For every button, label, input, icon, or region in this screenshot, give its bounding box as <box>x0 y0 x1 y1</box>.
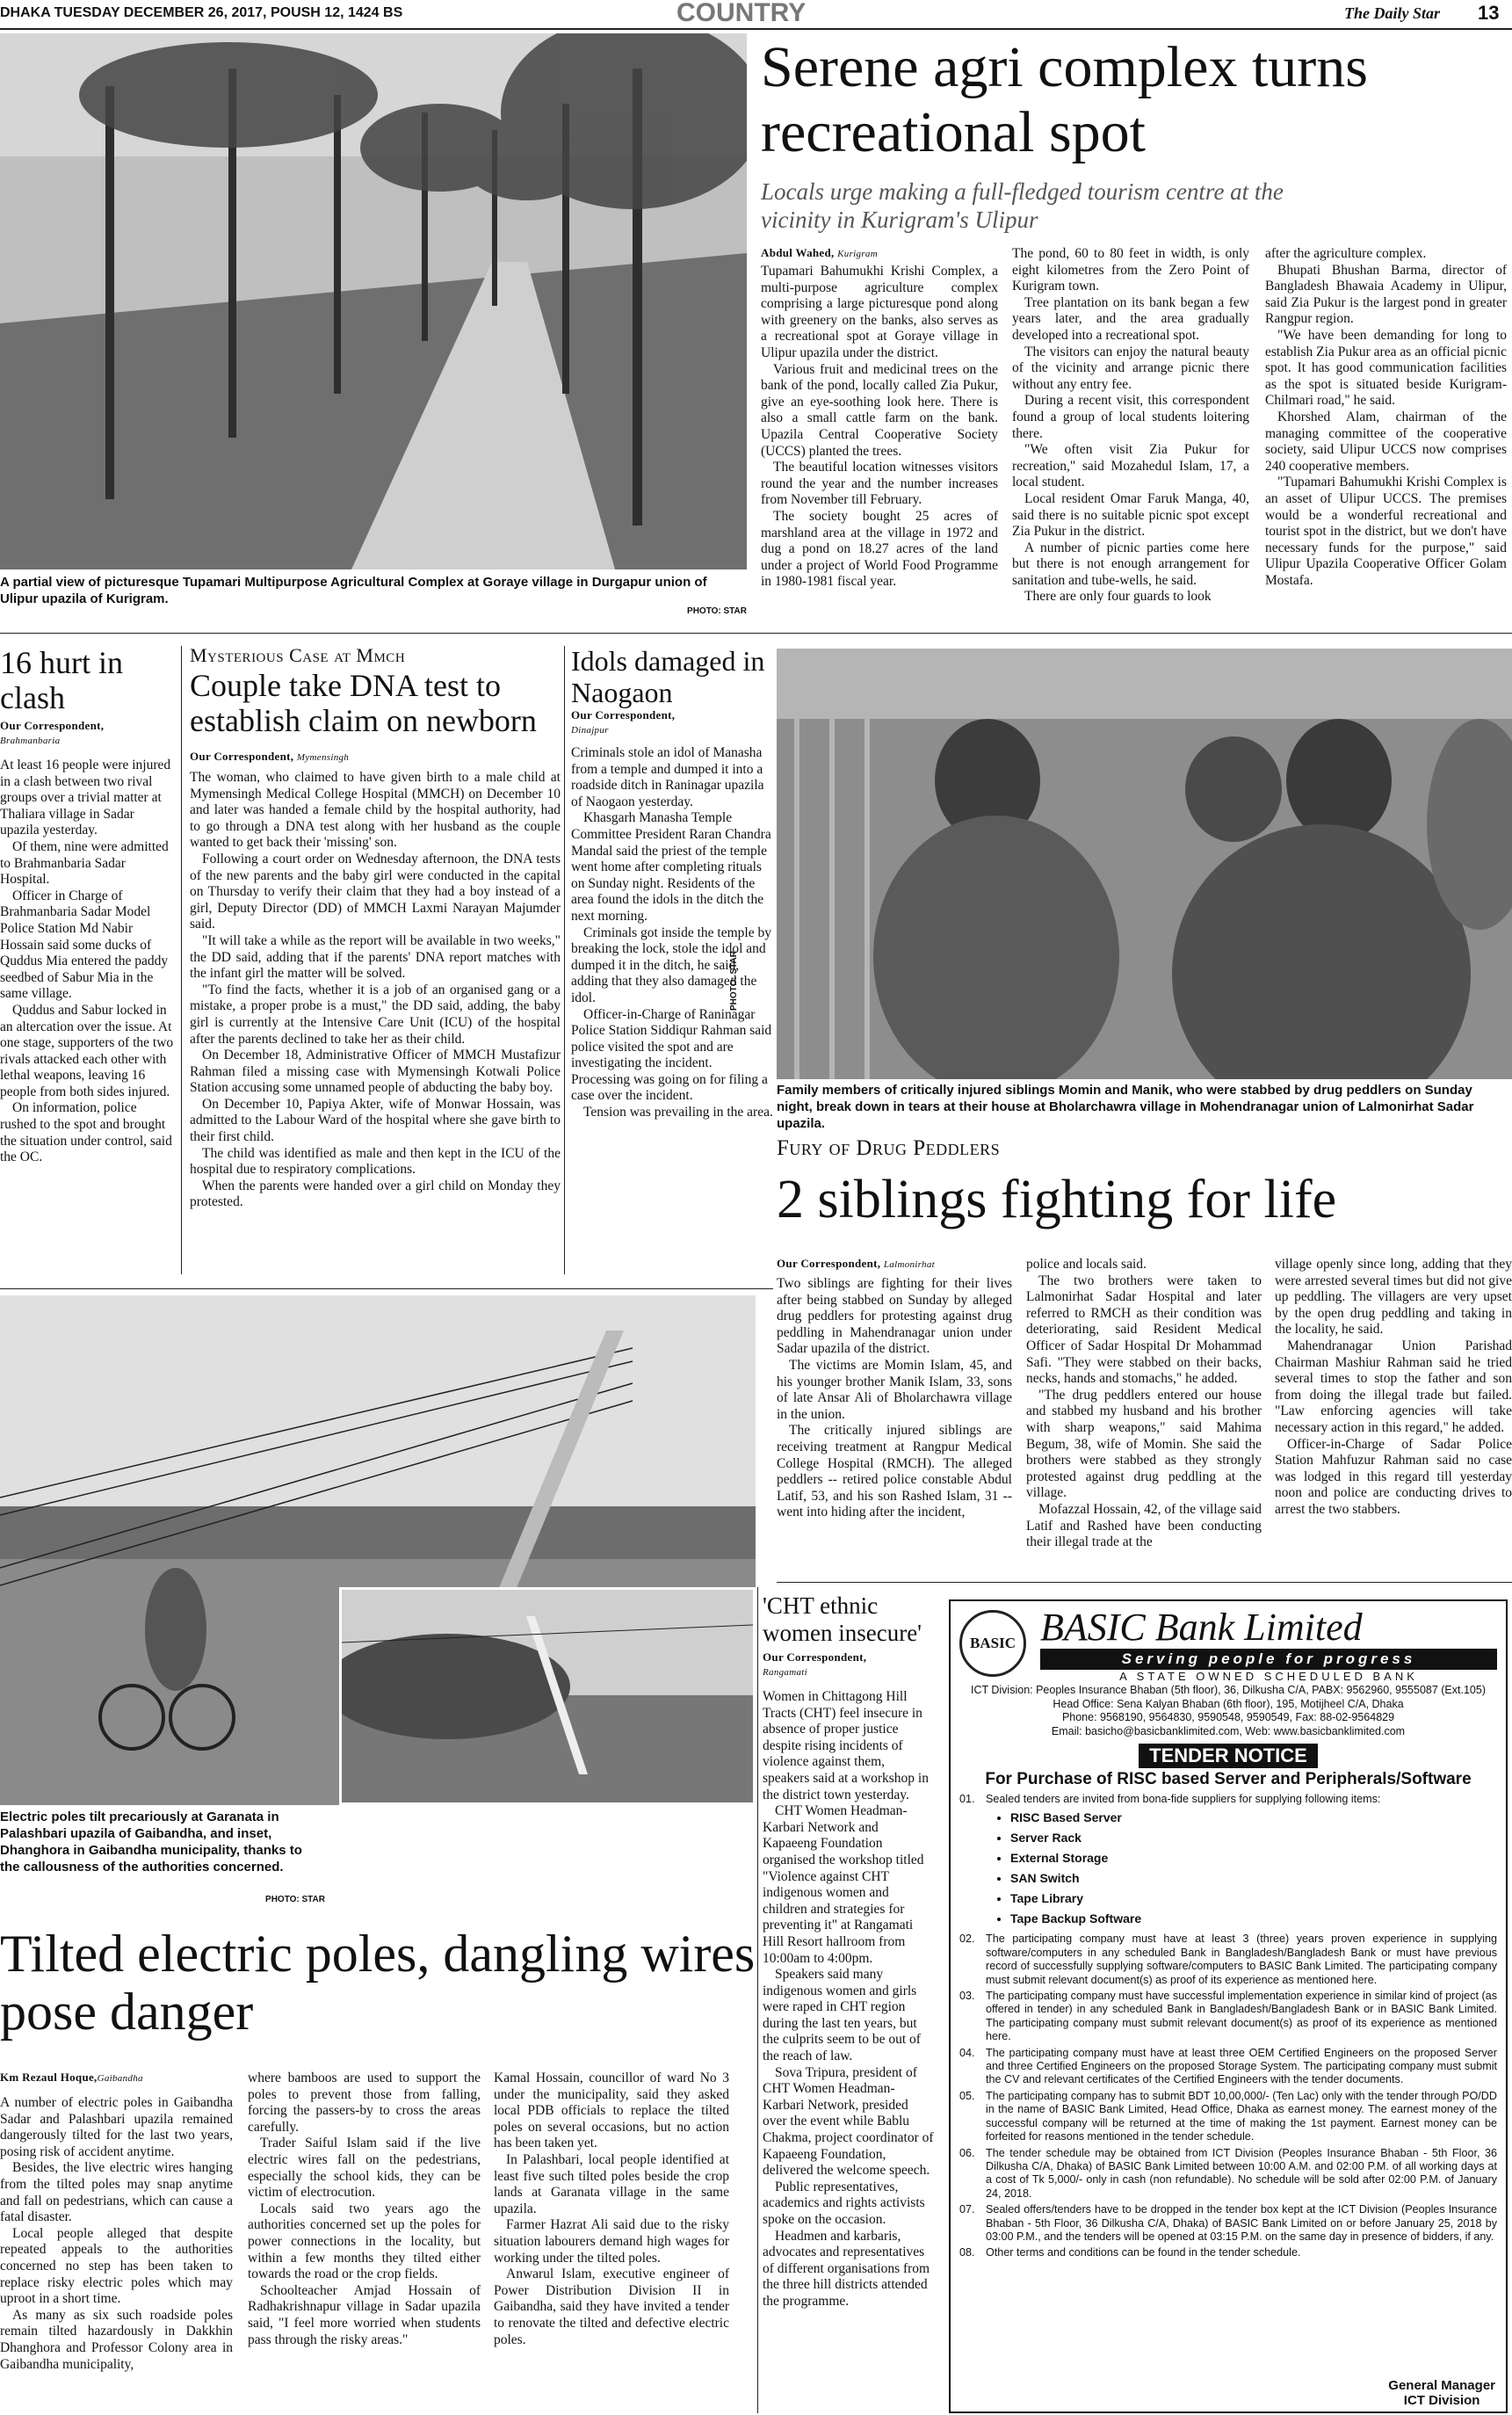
section-label: COUNTRY <box>676 0 807 26</box>
story5-column-1 <box>777 1276 1012 1575</box>
inset-photo <box>339 1587 756 1805</box>
paragraph: Women in Chittagong Hill Tracts (CHT) feel insecure in absence of proper justice despite rising incidents of violence against them, speakers said at a workshop in the district town yesterday. <box>763 1689 929 1802</box>
paragraph: During a recent visit, this correspondent found a group of local students loitering there. <box>1012 393 1249 441</box>
page-number: 13 <box>1478 2 1500 24</box>
pond-photo <box>0 33 747 569</box>
paragraph: Criminals got inside the temple by breaking the lock, stole the idol and dumped it in the ditch, he said, adding that they also damaged the idol. <box>571 925 771 1005</box>
story4-headline: Idols damaged in Naogaon <box>571 645 765 708</box>
story7-byline <box>763 1650 938 1684</box>
paragraph: On December 10, Papiya Akter, wife of Monwar Hossain, was admitted to the Labour Ward of the hospital where she gave birth to their first child. <box>190 1096 561 1145</box>
paragraph: The society bought 25 acres of marshland area at the village in 1972 and dug a pond on 18.27 acres of the land under a project of World Food Programme in 1980-1981 fiscal year. <box>761 508 998 590</box>
divider <box>564 646 565 1274</box>
story2-byline <box>0 719 176 752</box>
story3-byline <box>190 750 559 769</box>
ad-signature <box>1388 2378 1495 2408</box>
list-item: • RISC Based Server <box>1010 1808 1497 1828</box>
story4-author: Our Correspondent, <box>571 708 676 722</box>
family-caption: Family members of critically injured siblings Momin and Manik, who were stabbed by drug peddlers on Sunday night, break down in tears at their house at Bholarchawra village in Mohendranagar union of Lalmonirhat Sadar upazila. <box>777 1083 1474 1131</box>
clause-text: The participating company must have at least three OEM Certified Engineers on the proposed Server and three Certified Engineers on the proposed Storage System. The participating company must submit the CV and relevant certificates of the Certified Engineers with the tender documents. <box>986 2046 1497 2086</box>
tender-purpose: For Purchase of RISC based Server and Peripherals/Software <box>985 1770 1472 1788</box>
story6-column-1 <box>0 2095 233 2411</box>
story1-column-1 <box>761 264 998 620</box>
story6-location: Gaibandha <box>97 2073 143 2084</box>
paragraph: When the parents were handed over a girl child on Monday they protested. <box>190 1178 561 1210</box>
basic-logo-text: BASIC <box>970 1635 1016 1651</box>
story5-column-2 <box>1026 1257 1262 1575</box>
contact-line: Phone: 9568190, 9564830, 9590548, 9590549, Fax: 88-02-9564829 <box>1061 1711 1395 1723</box>
clause: 05. The participating company has to submit BDT 10,00,000/- (Ten Lac) only with the tender through PO/DD in the name of BASIC Bank Limited, Head Office, Dhaka as earnest money. The earnest money of the successful company will be returned at the time of making the 1st payment. Earnest money can be forfeited for reasons mentioned in the tender schedule. <box>959 2089 1497 2143</box>
paragraph: Officer-in-Charge of Sadar Police Station Mahfuzur Rahman said no case was lodged in this regard till yesterday noon and police are conducting drives to arrest the two stabbers. <box>1275 1436 1512 1517</box>
story7-body <box>763 1689 934 2413</box>
clause-text: The tender schedule may be obtained from ICT Division (Peoples Insurance Bhaban - 5th Floor, 36 Dilkusha C/A, Dhaka) of BASIC Bank Limited between 10:00 A.M. and 02:00 P.M. of all working days at a cost of Tk 5,000/- only in cash (non refundable). No schedule will be sold after 02:00 P.M. of January 24, 2018. <box>986 2146 1497 2200</box>
paragraph: Officer-in-Charge of Raninagar Police Station Siddiqur Rahman said police visited the spot and are investigating the incident. Processing was going on for filing a case over the incident. <box>571 1006 772 1104</box>
paragraph: The beautiful location witnesses visitors round the year and the number increases from November till February. <box>761 460 998 508</box>
paragraph: Mofazzal Hossain, 42, of the village said Latif and Rashed have been conducting their illegal trade at the <box>1026 1501 1262 1550</box>
story5-location: Lalmonirhat <box>883 1259 936 1270</box>
story4-byline <box>571 708 773 742</box>
family-photo <box>777 649 1512 1079</box>
paragraph: Following a court order on Wednesday afternoon, the DNA tests of the new parents and the baby girl were conducted in the capital on Thursday to verify their claim that they had a boy instead of a girl, Deputy Director (DD) of MMCH Laxmi Narayan Majumder said. <box>190 851 561 932</box>
list-item: • External Storage <box>1010 1848 1497 1868</box>
paragraph: Mahendranagar Union Parishad Chairman Mashiur Rahman said he tried several times to stop the father and son from doing the illegal trade but failed. "Law enforcing agencies will take necessary action in this regard," he added. <box>1275 1338 1512 1435</box>
story3-author: Our Correspondent, <box>190 750 294 763</box>
signer-dept: ICT Division <box>1403 2393 1480 2408</box>
paragraph: Local resident Omar Faruk Manga, 40, said there is no suitable picnic spot except Zia Pukur in the district. <box>1012 490 1249 540</box>
story1-column-2 <box>1012 246 1249 620</box>
paragraph: A number of picnic parties come here but there is not enough arrangement for sanitation and tube-wells, he said. <box>1012 540 1249 588</box>
paragraph: Various fruit and medicinal trees on the bank of the pond, locally called Zia Pukur, give an eye-soothing look here. There is also a small cattle farm on the bank. Upazila Central Cooperative Society (UCCS) planted the trees. <box>761 361 998 459</box>
family-photo-art <box>777 649 1512 1079</box>
paragraph: police and locals said. <box>1026 1257 1147 1272</box>
story6-column-2 <box>248 2071 481 2411</box>
signer-title: General Manager <box>1388 2378 1495 2393</box>
story3-body <box>190 770 561 1273</box>
clause-text: Sealed tenders are invited from bona-fide suppliers for supplying following items: <box>986 1793 1381 1805</box>
story7-author: Our Correspondent, <box>763 1650 867 1664</box>
tender-notice-ad <box>949 1599 1508 2413</box>
story1-location: Kurigram <box>837 249 878 259</box>
paragraph: The two brothers were taken to Lalmonirhat Sadar Hospital and later referred to RMCH as their condition was deteriorating, said Resident Medical Officer of Sadar Hospital Dr Mohammad Safi. "They were stabbed on their backs, necks, hands and stomachs," he added. <box>1026 1273 1262 1387</box>
paragraph: village openly since long, adding that they were arrested several times but did not give up peddling. The villagers are very upset by the open drug peddling and taking in the locality, he said. <box>1275 1257 1512 1338</box>
paragraph: In Palashbari, local people identified at least five such tilted poles beside the crop lands at Garanata village in the same upazila. <box>494 2151 729 2216</box>
story7-location: Rangamati <box>763 1667 807 1678</box>
contact-line: Head Office: Sena Kalyan Bhaban (6th floor), 195, Motijheel C/A, Dhaka <box>1053 1697 1404 1710</box>
clause: 03. The participating company must have successful implementation experience in similar kind of project (as offered in tender) in any scheduled Bank in Bangladesh/Bangladesh Bank or in BASIC Bank Limited. The participating company must submit relevant document(s) as proof of its experience as mentioned here. <box>959 1990 1497 2043</box>
header-rule <box>0 28 1512 30</box>
story2-author: Our Correspondent, <box>0 719 105 732</box>
clause: 06. The tender schedule may be obtained from ICT Division (Peoples Insurance Bhaban - 5th Floor, 36 Dilkusha C/A, Dhaka) of BASIC Bank Limited between 10:00 A.M. and 02:00 P.M. of all working days at a cost of Tk 5,000/- only in cash (non refundable). No schedule will be sold after 02:00 P.M. of January 24, 2018. <box>959 2146 1497 2200</box>
ad-header <box>959 1606 1497 1683</box>
divider <box>0 1288 773 1289</box>
divider <box>0 633 1512 634</box>
divider <box>777 1582 1512 1583</box>
clause: 04. The participating company must have at least three OEM Certified Engineers on the proposed Server and three Certified Engineers on the proposed Storage System. The participating company must submit the CV and relevant certificates of the Certified Engineers with the tender documents. <box>959 2046 1497 2086</box>
paragraph: Of them, nine were admitted to Brahmanbaria Sadar Hospital. <box>0 838 169 888</box>
bank-tagline: Serving people for progress <box>1040 1649 1497 1670</box>
paragraph: Besides, the live electric wires hanging from the tilted poles may snap anytime and fall on pedestrians, which can cause a fatal disaster. <box>0 2160 233 2225</box>
story4-location: Dinajpur <box>571 725 609 736</box>
paragraph: "Tupamari Bahumukhi Krishi Complex is an asset of Ulipur UCCS. The premises would be a wonderful recreational and tourist spot in the district, but we don't have necessary funds for the purpose," said Ulipur Upazila Cooperative Officer Golam Mostafa. <box>1265 475 1507 588</box>
paragraph: Locals said two years ago the authorities concerned set up the poles for power connections in the locality, but within a few months they tilted either towards the road or the crop fields. <box>248 2201 481 2282</box>
pond-caption: A partial view of picturesque Tupamari Multipurpose Agricultural Complex at Goraye village in Durgapur union of Ulipur upazila of Kurigram. <box>0 575 707 606</box>
inset-photo-art <box>342 1590 753 1802</box>
paragraph: "We often visit Zia Pukur for recreation," said Mozahedul Islam, 17, a local student. <box>1012 442 1249 490</box>
clause-text: The participating company has to submit BDT 10,00,000/- (Ten Lac) only with the tender through PO/DD in the name of BASIC Bank Limited, Head Office, Dhaka as earnest money. The earnest money of the successful company will be returned at the time of making the 1st payment. Earnest money can be forfeited for reasons mentioned in the tender schedule. <box>986 2089 1497 2143</box>
paragraph: Sova Tripura, president of CHT Women Headman-Karbari Network, presided over the event while Bablu Chakma, project coordinator of Kapaeeng Foundation, delivered the welcome speech. <box>763 2064 934 2179</box>
contact-line: ICT Division: Peoples Insurance Bhaban (5th floor), 36, Dilkusha C/A, PABX: 9562960, 9555087 (Ext.105) <box>971 1684 1486 1696</box>
story1-byline <box>761 246 989 265</box>
story3-location: Mymensingh <box>296 752 350 763</box>
story2-location: Brahmanbaria <box>0 736 61 746</box>
story3-headline: Couple take DNA test to establish claim on newborn <box>190 668 537 738</box>
list-item: • Server Rack <box>1010 1828 1497 1848</box>
story5-byline <box>777 1257 1014 1276</box>
paragraph: Schoolteacher Amjad Hossain of Radhakrishnapur village in Sadar upazila said, "I feel more worried when students pass through the risky areas." <box>248 2282 481 2347</box>
paragraph: Tree plantation on its bank began a few years later, and the area gradually developed into a recreational spot. <box>1012 294 1249 343</box>
paragraph: "We have been demanding for long to establish Zia Pukur area as an official picnic spot. It has good communication facilities as the spot is situated beside Kurigram-Chilmari road," he said. <box>1265 327 1507 409</box>
story6-byline <box>0 2071 237 2090</box>
list-item: • Tape Backup Software <box>1010 1909 1497 1929</box>
paragraph: The woman, who claimed to have given birth to a male child at Mymensingh Medical College Hospital (MMCH) on December 10 and later was handed a female child by the hospital authority, had to go through a DNA test along with her husband as the couple wanted to get back their 'missing' son. <box>190 770 561 851</box>
paragraph: Local people alleged that despite repeated appeals to the authorities concerned no step has been taken to replace risky electric poles which may uproot in a short time. <box>0 2225 233 2307</box>
paragraph: Anwarul Islam, executive engineer of Power Distribution Division II in Gaibandha, said they have invited a tender to renovate the tilted and defective electric poles. <box>494 2266 729 2347</box>
paragraph: On information, police rushed to the spot and brought the situation under control, said the OC. <box>0 1100 172 1165</box>
bank-subtag: A STATE OWNED SCHEDULED BANK <box>1119 1670 1418 1683</box>
story6-headline: Tilted electric poles, dangling wires pose danger <box>0 1925 756 2041</box>
list-item: • Tape Library <box>1010 1889 1497 1909</box>
paragraph: Trader Saiful Islam said if the live electric wires fall on the pedestrians, especially the school kids, they can be victim of electrocution. <box>248 2136 481 2201</box>
paragraph: "To find the facts, whether it is a job of an organised gang or a mistake, a proper probe is a must," the DD said, adding, the baby girl is currently at the Intensive Care Unit (ICU) of the hospital after the parents declined to take her as their child. <box>190 982 561 1047</box>
pond-photo-credit: PHOTO: STAR <box>687 606 747 616</box>
paragraph: Khasgarh Manasha Temple Committee President Raran Chandra Mandal said the priest of the temple went home after completing rituals on Sunday night. Residents of the area found the idols in the ditch the next morning. <box>571 810 771 924</box>
bank-name: BASIC Bank Limited <box>1040 1606 1363 1649</box>
item-list <box>1010 1808 1497 1929</box>
clause-text: The participating company must have successful implementation experience in similar kind of project (as offered in tender) in any scheduled Bank in Bangladesh/Bangladesh Bank or in BASIC Bank Limited. The participating company must submit relevant document(s) as proof of its experience as mentioned here. <box>986 1990 1497 2043</box>
story5-headline: 2 siblings fighting for life <box>777 1170 1337 1229</box>
paragraph: CHT Women Headman-Karbari Network and Kapaeeng Foundation organised the workshop titled "Violence against CHT indigenous women and children and strategies for preventing it" at Rangamati Hill Resort hallroom from 10:00am to 4:00pm. <box>763 1803 924 1966</box>
tender-notice-title: TENDER NOTICE <box>1139 1744 1318 1768</box>
paragraph: On December 18, Administrative Officer of MMCH Mustafizur Rahman filed a missing case with Mymensingh Kotwali Police Station accusing some unnamed people of abducting the baby boy. <box>190 1048 561 1096</box>
paragraph: Public representatives, academics and rights activists spoke on the occasion. <box>763 2179 925 2227</box>
paragraph: Speakers said many indigenous women and girls were raped in CHT region during the last ten years, but the culprits seem to be out of the reach of law. <box>763 1967 921 2064</box>
paragraph: after the agriculture complex. <box>1265 246 1427 261</box>
story1-author: Abdul Wahed, <box>761 246 835 259</box>
paragraph: The pond, 60 to 80 feet in width, is only eight kilometres from the Zero Point of Kurigram town. <box>1012 246 1249 294</box>
story1-deck: Locals urge making a full-fledged tourism centre at the vicinity in Kurigram's Ulipur <box>761 178 1284 233</box>
paragraph: Khorshed Alam, chairman of the managing committee of the cooperative society, said Ulipur UCCS now comprises 240 cooperative members. <box>1265 409 1507 474</box>
paragraph: As many as six such roadside poles remain tilted hazardously in Dakkhin Dhanghora and Professor Colony area in Gaibandha municipality, <box>0 2307 233 2372</box>
divider <box>757 1587 758 2413</box>
clause: 01. Sealed tenders are invited from bona-fide suppliers for supplying following items: <box>959 1793 1381 1805</box>
paragraph: Tension was prevailing in the area. <box>583 1105 773 1120</box>
clause: 08. Other terms and conditions can be found in the tender schedule. <box>959 2246 1301 2259</box>
story3-kicker: Mysterious Case at Mmch <box>190 644 406 666</box>
poles-photo-credit: PHOTO: STAR <box>265 1895 325 1904</box>
paragraph: Kamal Hossain, councillor of ward No 3 under the municipality, said they asked local PDB officials to replace the tilted poles on several occasions, but no action has been taken yet. <box>494 2071 729 2151</box>
page-header <box>0 0 1512 26</box>
dateline: DHAKA TUESDAY DECEMBER 26, 2017, POUSH 12, 1424 BS <box>0 5 403 20</box>
basic-logo <box>959 1610 1026 1677</box>
paragraph: The victims are Momin Islam, 45, and his younger brother Manik Islam, 33, sons of late Ansar Ali of Bholarchawra village in the union. <box>777 1357 1012 1422</box>
paragraph: A number of electric poles in Gaibandha Sadar and Palashbari upazila remained dangerously tilted for the last two years, posing risk of accident anytime. <box>0 2095 233 2159</box>
poles-caption: Electric poles tilt precariously at Garanata in Palashbari upazila of Gaibandha, and inset, Dhanghora in Gaibandha municipality, thanks to the callousness of the authorities concerned. <box>0 1809 302 1875</box>
story1-headline: Serene agri complex turns recreational spot <box>761 35 1368 164</box>
ad-contact <box>959 1684 1497 1738</box>
story2-headline: 16 hurt in clash <box>0 645 123 715</box>
paragraph: The critically injured siblings are receiving treatment at Rangpur Medical College Hospital (RMCH). The alleged peddlers -- retired police constable Abdul Latif, 53, and his son Rashed Islam, 31 -- went into hiding after the incident, <box>777 1423 1012 1520</box>
paragraph: Bhupati Bhushan Barma, director of Bangladesh Bhawaia Academy in Ulipur, said Zia Pukur is the largest pond in greater Rangpur region. <box>1265 262 1507 327</box>
story1-column-3 <box>1265 246 1507 620</box>
story2-body <box>0 758 176 1272</box>
paragraph: Criminals stole an idol of Manasha from a temple and dumped it into a roadside ditch in Raninagar upazila of Naogaon yesterday. <box>571 745 764 809</box>
list-item: • SAN Switch <box>1010 1868 1497 1889</box>
paragraph: There are only four guards to look <box>1024 589 1212 605</box>
story5-kicker: Fury of Drug Peddlers <box>777 1136 1001 1160</box>
clause: 07. Sealed offers/tenders have to be dropped in the tender box kept at the ICT Division (Peoples Insurance Bhaban - 5th Floor, 36 Dilkusha C/A, Dhaka) of BASIC Bank Limited on or before January 25, 2018 by 03:00 P.M., and the tenders will be opened at 03:15 P.M. on the same day in presence of bidders, if any. <box>959 2203 1497 2243</box>
paragraph: "It will take a while as the report will be available in two weeks," the DD said, adding that if the parents' DNA report matches with the infant girl the matter will be solved. <box>190 932 561 982</box>
masthead-logo: The Daily Star <box>1344 4 1441 22</box>
pond-photo-art <box>0 33 747 569</box>
family-photo-credit: PHOTO: STAR <box>729 951 739 1011</box>
story5-column-3 <box>1275 1257 1512 1575</box>
paragraph: Officer in Charge of Brahmanbaria Sadar Model Police Station Md Nabir Hossain said some ducks of Quddus Mia entered the paddy seedbed of Sabur Mia in the same village. <box>0 888 169 1002</box>
contact-line: Email: basicho@basicbanklimited.com, Web: www.basicbanklimited.com <box>1051 1724 1406 1737</box>
paragraph: where bamboos are used to support the poles to prevent those from falling, forcing the passers-by to cross the areas carefully. <box>248 2071 481 2135</box>
story5-author: Our Correspondent, <box>777 1257 881 1270</box>
paragraph: Farmer Hazrat Ali said due to the risky situation labourers demand high wages for working under the tilted poles. <box>494 2217 729 2266</box>
clause-text: The participating company must have at least 3 (three) years proven experience in supplying software/computers in any scheduled Bank in Bangladesh/Bangladesh Bank or must have previous record of successfully supplying software/computers to BASIC Bank Limited. The participating company must submit relevant document(s) as proof of its experience as mentioned here. <box>986 1933 1497 1986</box>
paragraph: The child was identified as male and then kept in the ICU of the hospital due to respiratory complications. <box>190 1145 561 1178</box>
paragraph: Two siblings are fighting for their lives after being stabbed on Sunday by alleged drug peddlers for protesting against drug peddling in Mahendranagar union under Sadar upazila of the district. <box>777 1276 1012 1357</box>
paragraph: Tupamari Bahumukhi Krishi Complex, a multi-purpose agriculture complex comprising a large picturesque pond along with greenery on the banks, also serves as a recreational spot at Goraye village in Ulipur upazila under the district. <box>761 264 998 360</box>
clause: 02. The participating company must have at least 3 (three) years proven experience in supplying software/computers in any scheduled Bank in Bangladesh/Bangladesh Bank or must have previous record of successfully supplying software/computers to BASIC Bank Limited. The participating company must submit relevant document(s) as proof of its experience as mentioned here. <box>959 1933 1497 1986</box>
story6-author: Km Rezaul Hoque, <box>0 2071 98 2084</box>
paragraph: The visitors can enjoy the natural beauty of the vicinity and arrange picnic there without any entry fee. <box>1012 344 1249 392</box>
paragraph: "The drug peddlers entered our house and stabbed my husband and his brother with sharp weapons," said Mahima Begum, 38, wife of Momin. She said the brothers were stabbed as they strongly protested against drug peddling at the village. <box>1026 1387 1262 1501</box>
clause-text: Sealed offers/tenders have to be dropped in the tender box kept at the ICT Division (Peoples Insurance Bhaban - 5th Floor, 36 Dilkusha C/A, Dhaka) of BASIC Bank Limited on or before January 25, 2018 by 03:00 P.M., and the tenders will be opened at 03:15 P.M. on the same day in presence of bidders, if any. <box>986 2203 1497 2243</box>
tender-clauses <box>959 1793 1497 2260</box>
paragraph: Headmen and karbaris, advocates and representatives of different organisations from the three hill districts attended the programme. <box>763 2228 930 2309</box>
clause-text: Other terms and conditions can be found in the tender schedule. <box>986 2246 1301 2259</box>
paragraph: Quddus and Sabur locked in an altercation over the issue. At one stage, supporters of the two rivals attacked each other with lethal weapons, leaving 16 people from both sides injured. <box>0 1002 174 1099</box>
story7-headline: 'CHT ethnic women insecure' <box>763 1592 922 1646</box>
paragraph: At least 16 people were injured in a clash between two rival groups over a trivial matter at Thaliara village in Sadar upazila yesterday. <box>0 758 171 838</box>
story4-body <box>571 745 773 1273</box>
story6-column-3 <box>494 2071 729 2411</box>
divider <box>181 646 182 1274</box>
